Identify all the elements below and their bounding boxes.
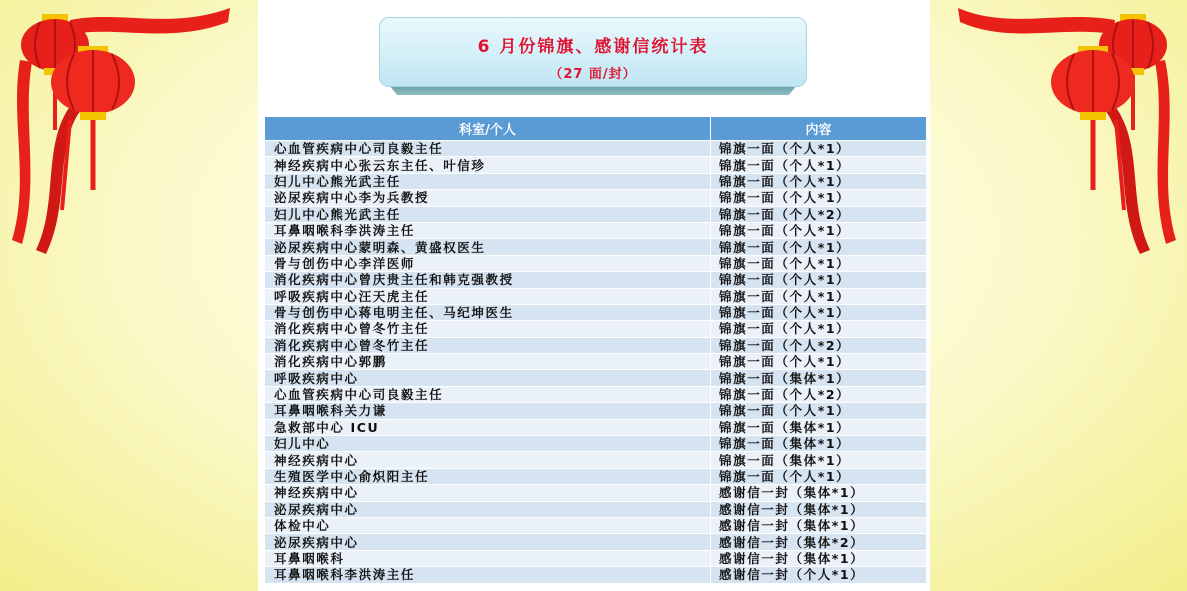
table-row [265, 304, 927, 320]
content-cell: 锦旗一面（个人*1） [711, 354, 927, 370]
column-header-content: 内容 [711, 117, 927, 141]
dept-cell: 骨与创伤中心蒋电明主任、马纪坤医生 [265, 304, 711, 320]
dept-cell: 神经疾病中心张云东主任、叶信珍 [265, 157, 711, 173]
content-cell: 锦旗一面（个人*1） [711, 304, 927, 320]
content-cell: 锦旗一面（个人*1） [711, 190, 927, 206]
content-cell: 感谢信一封（个人*1） [711, 567, 927, 583]
dept-cell: 心血管疾病中心司良毅主任 [265, 386, 711, 402]
content-cell: 锦旗一面（个人*1） [711, 288, 927, 304]
dept-cell: 泌尿疾病中心蒙明森、黄盛权医生 [265, 239, 711, 255]
dept-cell: 神经疾病中心 [265, 452, 711, 468]
table-row [265, 354, 927, 370]
content-cell: 锦旗一面（集体*1） [711, 452, 927, 468]
dept-cell: 耳鼻咽喉科李洪涛主任 [265, 222, 711, 238]
dept-cell: 妇儿中心熊光武主任 [265, 206, 711, 222]
content-cell: 感谢信一封（集体*1） [711, 550, 927, 566]
table-row [265, 337, 927, 353]
dept-cell: 体检中心 [265, 517, 711, 533]
table-row [265, 239, 927, 255]
dept-cell: 消化疾病中心曾庆贵主任和韩克强教授 [265, 272, 711, 288]
dept-cell: 呼吸疾病中心 [265, 370, 711, 386]
dept-cell: 耳鼻咽喉科 [265, 550, 711, 566]
table-row [265, 173, 927, 189]
dept-cell: 妇儿中心 [265, 436, 711, 452]
table-row [265, 141, 927, 157]
stats-table [264, 116, 927, 584]
dept-cell: 泌尿疾病中心 [265, 534, 711, 550]
content-cell: 锦旗一面（个人*1） [711, 468, 927, 484]
table-row [265, 255, 927, 271]
content-cell: 锦旗一面（个人*2） [711, 386, 927, 402]
dept-cell: 消化疾病中心郭鹏 [265, 354, 711, 370]
table-row [265, 386, 927, 402]
table-row [265, 419, 927, 435]
lantern-decoration-right-icon [950, 0, 1187, 280]
dept-cell: 急救部中心 ICU [265, 419, 711, 435]
content-cell: 锦旗一面（个人*1） [711, 272, 927, 288]
table-row [265, 190, 927, 206]
content-cell: 锦旗一面（集体*1） [711, 419, 927, 435]
table-row [265, 517, 927, 533]
content-cell: 锦旗一面（个人*1） [711, 321, 927, 337]
content-cell: 锦旗一面（个人*1） [711, 157, 927, 173]
table-header-row [265, 117, 927, 141]
table-row [265, 567, 927, 583]
content-cell: 锦旗一面（个人*2） [711, 206, 927, 222]
content-cell: 锦旗一面（个人*1） [711, 403, 927, 419]
table-row [265, 321, 927, 337]
title-banner [379, 17, 807, 89]
content-cell: 锦旗一面（个人*1） [711, 255, 927, 271]
content-cell: 锦旗一面（个人*1） [711, 222, 927, 238]
lantern-decoration-left-icon [0, 0, 240, 280]
table-row [265, 370, 927, 386]
table-row [265, 534, 927, 550]
content-cell: 感谢信一封（集体*2） [711, 534, 927, 550]
content-cell: 锦旗一面（个人*1） [711, 239, 927, 255]
dept-cell: 心血管疾病中心司良毅主任 [265, 141, 711, 157]
column-header-dept: 科室/个人 [265, 117, 711, 141]
dept-cell: 妇儿中心熊光武主任 [265, 173, 711, 189]
table-row [265, 206, 927, 222]
page-title: 6 月份锦旗、感谢信统计表 [477, 37, 709, 57]
table-row [265, 485, 927, 501]
dept-cell: 骨与创伤中心李洋医师 [265, 255, 711, 271]
content-cell: 锦旗一面（集体*1） [711, 436, 927, 452]
content-cell: 锦旗一面（集体*1） [711, 370, 927, 386]
dept-cell: 消化疾病中心曾冬竹主任 [265, 337, 711, 353]
dept-cell: 耳鼻咽喉科关力谦 [265, 403, 711, 419]
banner-face [379, 17, 807, 87]
dept-cell: 泌尿疾病中心 [265, 501, 711, 517]
dept-cell: 呼吸疾病中心汪天虎主任 [265, 288, 711, 304]
table-row [265, 468, 927, 484]
page-subtitle: （27 面/封） [549, 67, 637, 82]
dept-cell: 生殖医学中心俞炽阳主任 [265, 468, 711, 484]
table-row [265, 550, 927, 566]
table-row [265, 157, 927, 173]
table-row [265, 222, 927, 238]
content-cell: 感谢信一封（集体*1） [711, 485, 927, 501]
table-row [265, 403, 927, 419]
dept-cell: 神经疾病中心 [265, 485, 711, 501]
table-row [265, 501, 927, 517]
dept-cell: 泌尿疾病中心李为兵教授 [265, 190, 711, 206]
table-row [265, 436, 927, 452]
dept-cell: 耳鼻咽喉科李洪涛主任 [265, 567, 711, 583]
table-row [265, 288, 927, 304]
content-cell: 锦旗一面（个人*1） [711, 141, 927, 157]
table-row [265, 272, 927, 288]
dept-cell: 消化疾病中心曾冬竹主任 [265, 321, 711, 337]
content-cell: 锦旗一面（个人*2） [711, 337, 927, 353]
content-cell: 感谢信一封（集体*1） [711, 517, 927, 533]
content-cell: 锦旗一面（个人*1） [711, 173, 927, 189]
content-cell: 感谢信一封（集体*1） [711, 501, 927, 517]
table-row [265, 452, 927, 468]
table-body [265, 141, 927, 584]
